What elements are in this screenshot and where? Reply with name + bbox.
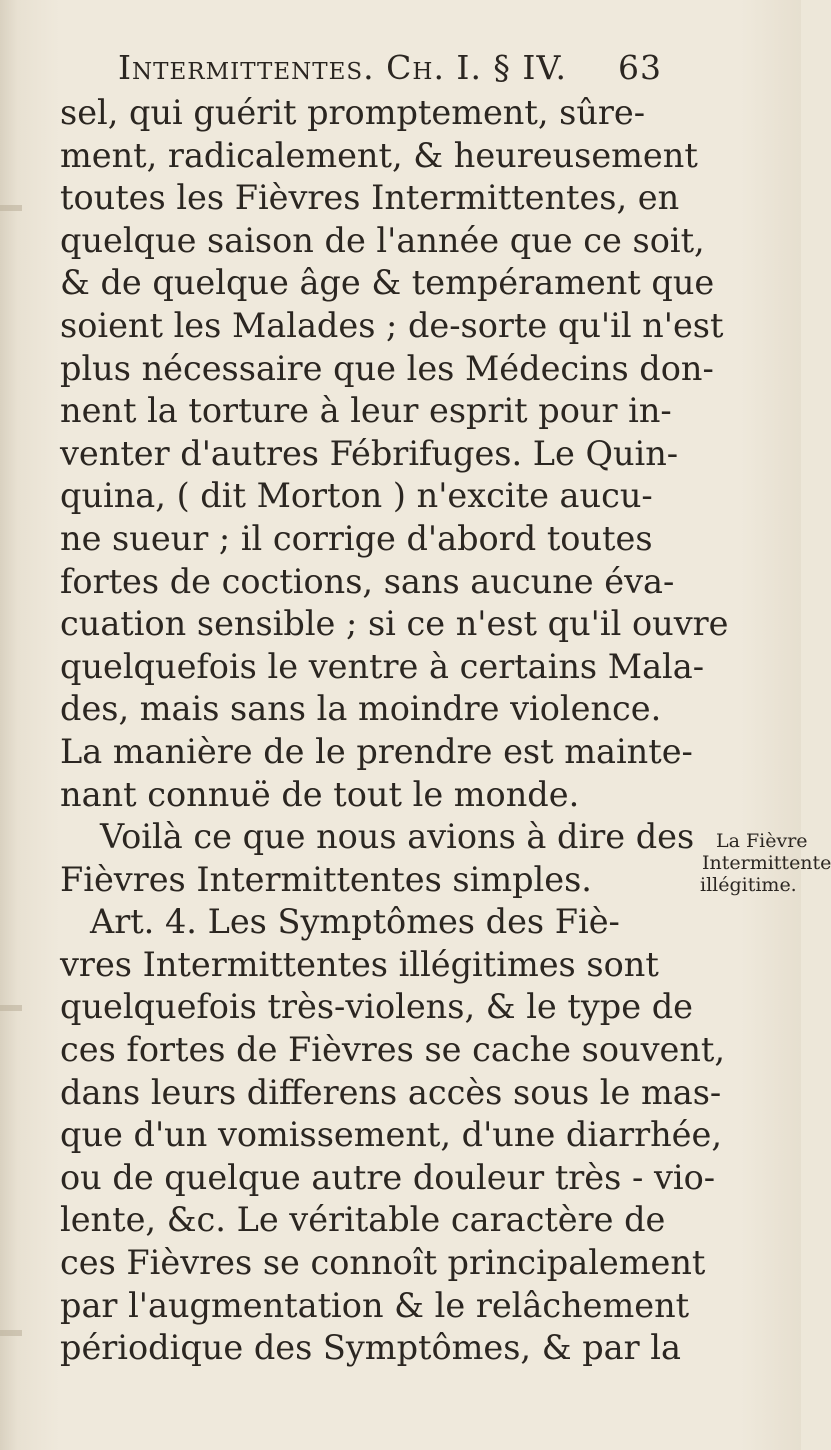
running-title: Intermittentes. Ch. I. § IV. — [118, 48, 568, 87]
margin-note — [678, 830, 831, 896]
text-line: des, mais sans la moindre violence. — [60, 689, 662, 729]
text-line: quelquefois le ventre à certains Mala- — [60, 646, 705, 686]
text-line: que d'un vomissement, d'une diarrhée, — [60, 1115, 722, 1155]
text-line: lente, &c. Le véritable caractère de — [60, 1200, 666, 1240]
text-line: ne sueur ; il corrige d'abord toutes — [60, 518, 653, 558]
page-edge-mark — [0, 1005, 22, 1011]
text-line: fortes de coctions, sans aucune éva- — [60, 561, 675, 601]
margin-note-line: Intermittente — [702, 852, 831, 874]
text-line: sel, qui guérit promptement, sûre- — [60, 93, 646, 132]
text-line: & de quelque âge & tempérament que — [60, 263, 715, 303]
text-line: quelquefois très-violens, & le type de — [60, 987, 693, 1027]
text-line: soient les Malades ; de-sorte qu'il n'est — [60, 305, 724, 345]
text-line: vres Intermittentes illégitimes sont — [60, 944, 659, 984]
text-line: Voilà ce que nous avions à dire des — [100, 817, 695, 857]
text-line: venter d'autres Fébrifuges. Le Quin- — [60, 433, 679, 473]
text-line: nant connuë de tout le monde. — [60, 774, 580, 814]
running-header — [118, 48, 738, 87]
text-line: nent la torture à leur esprit pour in- — [60, 391, 672, 431]
text-line: ou de quelque autre douleur très - vio- — [60, 1157, 716, 1197]
page-number: 63 — [618, 48, 663, 87]
text-line: cuation sensible ; si ce n'est qu'il ouvre — [60, 604, 729, 644]
text-line: plus nécessaire que les Médecins don- — [60, 348, 714, 388]
text-line: par l'augmentation & le relâchement — [60, 1285, 690, 1325]
text-line: Fièvres Intermittentes simples. — [60, 859, 592, 899]
text-line: Art. 4. Les Symptômes des Fiè- — [90, 902, 620, 942]
text-line: ment, radicalement, & heureusement — [60, 135, 698, 175]
text-line: toutes les Fièvres Intermittentes, en — [60, 178, 680, 218]
margin-note-line: La Fièvre — [716, 830, 808, 852]
body-text — [60, 92, 729, 1370]
text-line: La manière de le prendre est mainte- — [60, 731, 693, 771]
text-line: ces fortes de Fièvres se cache souvent, — [60, 1030, 726, 1070]
text-line: quelque saison de l'année que ce soit, — [60, 220, 705, 260]
text-line: ces Fièvres se connoît principalement — [60, 1243, 706, 1283]
text-line: quina, ( dit Morton ) n'excite aucu- — [60, 476, 653, 516]
text-line: périodique des Symptômes, & par la — [60, 1328, 681, 1368]
page-edge-mark — [0, 1330, 22, 1336]
page-edge-mark — [0, 205, 22, 211]
margin-note-line: illégitime. — [700, 874, 797, 896]
text-line: dans leurs differens accès sous le mas- — [60, 1072, 722, 1112]
